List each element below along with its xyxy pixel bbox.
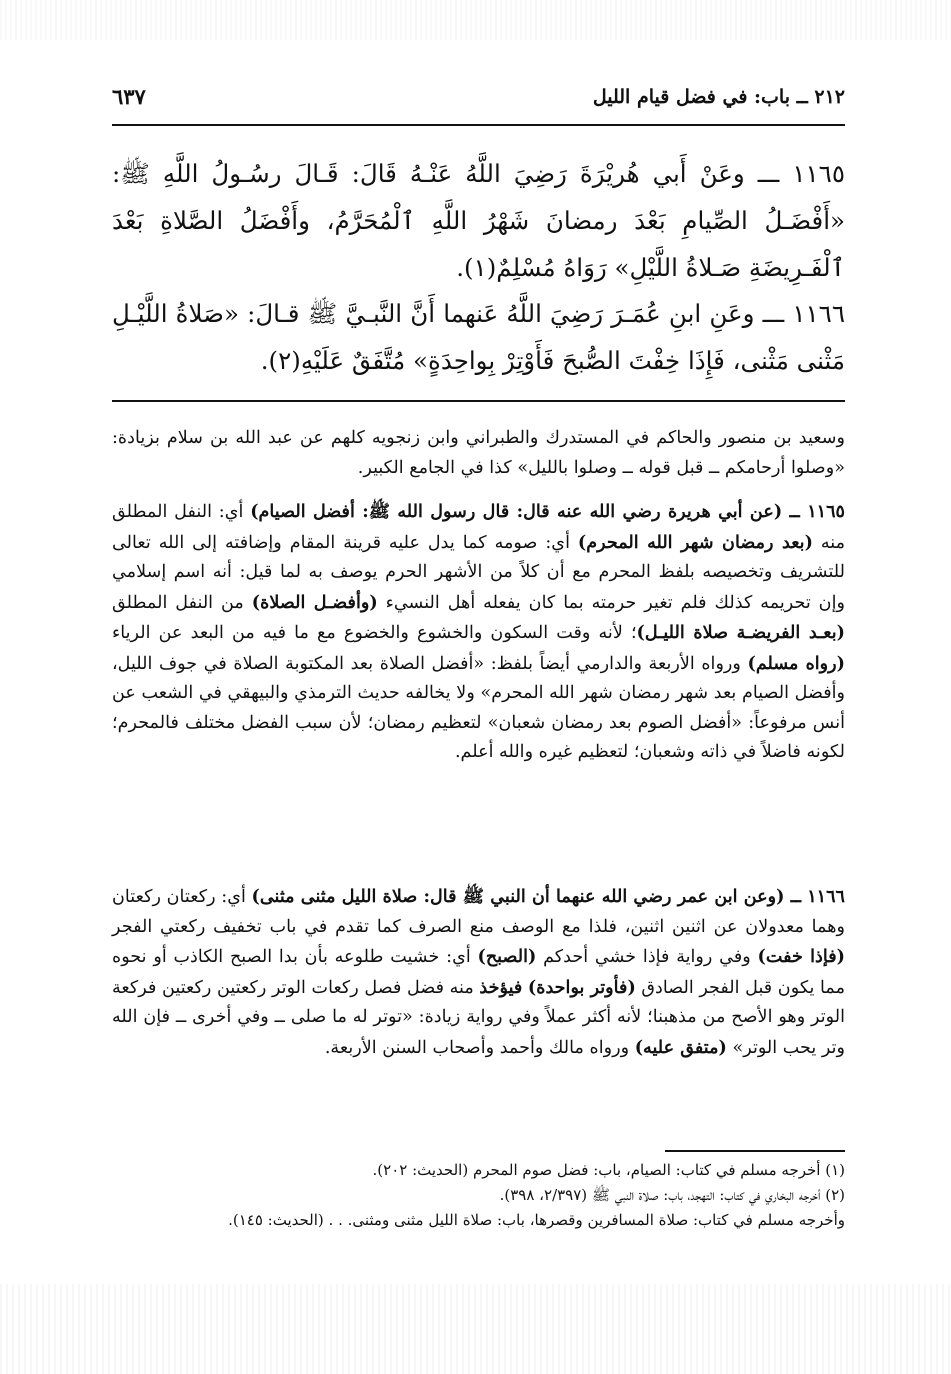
- quoted-phrase: (بعـد الفريضـة صلاة الليـل): [636, 622, 845, 643]
- quoted-phrase: (فإذا خفت): [757, 946, 845, 967]
- commentary-text: ورواه الأربعة والدارمي أيضاً بلفظ: «أفضل الصلاة بعد المكتوبة الصلاة في جوف الليل، وأفضل الصيام بعد شهر رمضان شهر الله المحرم» ولا يخالفه حديث الترمذي والبيهقي في الشعب عن أنس مرفوعاً: «أفضل الصوم بعد رمضان شعبان» لتعظيم رمضان؛ لأن سبب الفضل مختلف فالمحرم؛ لكونه فاضلاً في ذاته وشعبان؛ لتعظيم غيره والله أعلم.: [112, 653, 845, 762]
- quoted-phrase: (بعد رمضان شهر الله المحرم): [577, 531, 813, 553]
- commentary-text: منه فضل فصل ركعات الوتر ركعتين ركعتين فركعة الوتر وهو الأصح من مذهبنا؛ لأنه أكثر عملاً وفي رواية زيادة: «توتر له ما صلى ــ وفي أخرى ــ فإن الله وتر يحب الوتر»: [112, 977, 845, 1058]
- quoted-phrase: (متفق عليه): [634, 1036, 727, 1058]
- commentary-1165: [112, 497, 845, 768]
- footnote-2-continued: وأخرجه مسلم في كتاب: صلاة المسافرين وقصرها، باب: صلاة الليل مثنى ومثنى. . . (الحديث: ١٤٥).: [228, 1211, 845, 1229]
- quoted-phrase: (رواه مسلم): [747, 652, 845, 674]
- commentary-1166-heading: ١١٦٦ ــ (وعن ابن عمر رضي الله عنهما أن النبي ﷺ قال: صلاة الليل مثنى مثنى): [251, 886, 845, 907]
- footnotes: [112, 1158, 845, 1233]
- running-head: [112, 80, 845, 116]
- quoted-phrase: (فأوتر بواحدة): [527, 976, 636, 998]
- commentary-text: ورواه مالك وأحمد وأصحاب السنن الأربعة.: [324, 1037, 635, 1058]
- commentary-1166: [112, 882, 845, 1063]
- header-rule: [112, 124, 845, 126]
- chapter-title: ٢١٢ ــ باب: في فضل قيام الليل: [592, 86, 845, 108]
- hadith-1166: ١١٦٦ ـــ وعَنِ ابنِ عُمَـرَ رَضِيَ اللَّهُ عَنهما أَنَّ النَّبـيَّ ﷺ قـالَ: «صَلاةُ اللَّيْـلِ مَثْنى مَثْنى، فَإِذَا خِفْتَ الصُّبحَ فَأَوْتِرْ بِواحِدَةٍ» مُتَّفَقٌ عَلَيْهِ(٢).: [112, 299, 845, 375]
- commentary-text: وفي رواية فإذا خشي أحدكم: [536, 947, 758, 967]
- page-number: ٦٣٧: [112, 84, 146, 109]
- commentary-1165-heading: ١١٦٥ ــ (عن أبي هريرة رضي الله عنه قال: قال رسول الله ﷺ: أفضل الصيام): [250, 501, 845, 522]
- commentary-text: أي: صومه كما يدل عليه قرينة المقام وإضافته إلى الله تعالى للتشريف وتخصيصه بلفظ المحرم مع أن كلاً من الأشهر الحرم يوصف به لما قيل: أنه اسم إسلامي وإن تحريمه كذلك فلم تغير حرمته بما كان يفعله أهل النسيء: [112, 532, 845, 613]
- hadith-1165: ١١٦٥ ـــ وعَنْ أَبي هُريْرَةَ رَضِيَ اللَّهُ عَنْـهُ قَالَ: قَـالَ رسُـولُ اللَّهِ ﷺ: «أَفْضَـلُ الصِّيامِ بَعْدَ رمضانَ شَهْرُ اللَّهِ ٱلْمُحَرَّمُ، وأَفْضَلُ الصَّلاةِ بَعْدَ ٱلْفَـرِيضَةِ صَـلاةُ اللَّيْلِ» رَوَاهُ مُسْلِمٌ(١).: [112, 159, 845, 282]
- footnote-2: (٢) أخرجه البخاري في كتاب: التهجد، باب: صلاة النبي ﷺ (٢/٣٩٧، ٣٩٨).: [499, 1186, 845, 1204]
- commentary-separator: [112, 400, 845, 402]
- scan-noise-top: [0, 0, 951, 40]
- quoted-phrase: فيؤخذ: [479, 976, 523, 998]
- footnote-rule: [665, 1150, 845, 1152]
- scan-noise-bottom: [0, 1284, 951, 1374]
- commentary-text: أي: النفل المطلق منه: [112, 502, 846, 553]
- commentary-text: أي: خشيت طلوعه بأن بدا الصبح الكاذب أو نحوه مما يكون قبل الفجر الصادق: [112, 947, 845, 998]
- commentary-text: أي: ركعتان ركعتان وهما معدولان عن اثنين اثنين، فلذا مع الوصف منع الصرف كما تقدم في باب تخفيف ركعتي الفجر: [112, 887, 845, 937]
- commentary-text: من النفل المطلق: [112, 592, 252, 613]
- footnote-1: (١) أخرجه مسلم في كتاب: الصيام، باب: فضل صوم المحرم (الحديث: ٢٠٢).: [372, 1161, 845, 1179]
- commentary-intro: وسعيد بن منصور والحاكم في المستدرك والطبراني وابن زنجويه كلهم عن عبد الله بن سلام بزيادة: «وصلوا أرحامكم ــ قبل قوله ــ وصلوا بالليل» كذا في الجامع الكبير.: [112, 428, 845, 478]
- quoted-phrase: (وأفضـل الصلاة): [251, 591, 378, 613]
- quoted-phrase: (الصبح): [477, 946, 537, 967]
- commentary-text: ؛ لأنه وقت السكون والخشوع والخضوع مع ما فيه من البعد عن الرياء: [112, 623, 637, 643]
